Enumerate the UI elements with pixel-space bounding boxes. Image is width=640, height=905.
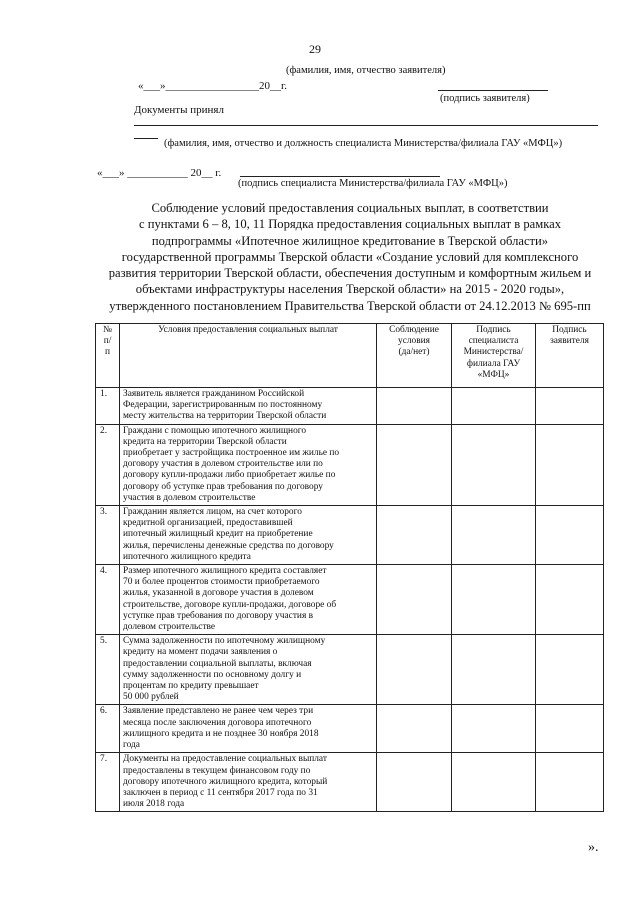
condition-line: кредиту на момент подачи заявления о	[123, 647, 278, 658]
row-condition	[120, 705, 377, 753]
row-condition	[120, 424, 377, 505]
condition-line: строительстве, договоре купли-продажи, договоре об	[123, 599, 337, 610]
heading-line: Соблюдение условий предоставления социальных выплат, в соответствии	[151, 201, 549, 215]
condition-line: месту жительства на территории Тверской области	[123, 411, 327, 422]
header-applicant-line: Подпись	[552, 325, 587, 335]
table-row	[96, 705, 604, 753]
documents-accepted-label: Документы принял	[134, 104, 224, 116]
table-row	[96, 753, 604, 812]
heading-line: утвержденного постановлением Правительства Тверской области от 24.12.2013 № 695-пп	[109, 298, 591, 313]
header-specialist-line: Министерства/	[463, 347, 524, 358]
applicant-signature-cell[interactable]	[536, 635, 604, 705]
specialist-name-line	[134, 125, 598, 126]
applicant-signature-cell[interactable]	[536, 388, 604, 425]
specialist-name-line-short	[134, 138, 158, 139]
heading-line: подпрограммы «Ипотечное жилищное кредитование в Тверской области»	[151, 233, 549, 248]
condition-line: 70 и более процентов стоимости приобретаемого	[123, 577, 320, 588]
condition-line: договору участия в долевом строительстве или по	[123, 459, 323, 470]
row-number: 5.	[96, 635, 120, 705]
compliance-cell[interactable]	[377, 424, 452, 505]
applicant-signature-cell[interactable]	[536, 506, 604, 565]
applicant-signature-line	[438, 90, 548, 91]
applicant-date-line: «___»_________________20__г.	[138, 80, 288, 92]
compliance-cell[interactable]	[377, 506, 452, 565]
table-row	[96, 565, 604, 635]
specialist-date-line: «___» ___________ 20__ г.	[97, 167, 222, 179]
condition-line: года	[123, 740, 140, 751]
condition-line: процентам по кредиту превышает	[123, 681, 259, 692]
compliance-cell[interactable]	[377, 388, 452, 425]
header-compliance-line: (да/нет)	[398, 347, 430, 358]
row-condition	[120, 753, 377, 812]
specialist-signature-cell[interactable]	[452, 565, 536, 635]
row-condition	[120, 635, 377, 705]
condition-line: Документы на предоставление социальных выплат	[123, 754, 327, 765]
condition-line: кредитной организацией, предоставившей	[123, 518, 293, 529]
header-compliance	[377, 324, 452, 388]
row-condition	[120, 388, 377, 425]
condition-line: Заявитель является гражданином Российской	[123, 389, 305, 399]
row-number: 1.	[96, 388, 120, 425]
condition-line: приобретает у застройщика построенное им жилье по	[123, 448, 340, 459]
condition-line: Граждани с помощью ипотечного жилищного	[123, 425, 307, 436]
compliance-cell[interactable]	[377, 705, 452, 753]
specialist-signature-cell[interactable]	[452, 388, 536, 425]
condition-line: июля 2018 года	[123, 799, 185, 810]
header-applicant-line: заявителя	[550, 336, 589, 347]
heading-line: объектами инфраструктуры населения Тверской области» на 2015 - 2020 годы»,	[135, 282, 565, 297]
condition-line: месяца после заключения договора ипотечного	[123, 717, 312, 728]
applicant-signature-cell[interactable]	[536, 565, 604, 635]
header-num-line: п	[104, 347, 111, 358]
condition-line: договору ипотечного жилищного кредита, который	[123, 776, 328, 787]
compliance-cell[interactable]	[377, 565, 452, 635]
row-number: 2.	[96, 424, 120, 505]
table-row	[96, 388, 604, 425]
header-specialist-signature	[452, 324, 536, 388]
page-number: 29	[309, 42, 321, 56]
row-number: 4.	[96, 565, 120, 635]
condition-line: Гражданин является лицом, на счет которого	[123, 507, 302, 518]
specialist-signature-line	[240, 176, 440, 177]
header-specialist-line: филиала ГАУ	[466, 358, 521, 369]
row-number: 6.	[96, 705, 120, 753]
condition-line: ипотечного жилищного кредита	[123, 551, 251, 562]
header-num-line: п/	[103, 336, 112, 347]
header-specialist-line: Подпись	[476, 325, 511, 335]
condition-line: предоставлены в текущем финансовом году по	[123, 765, 311, 776]
specialist-signature-caption: (подпись специалиста Министерства/филиала ГАУ «МФЦ»)	[238, 178, 508, 189]
condition-line: Федерации, зарегистрированным по постоянному	[123, 400, 323, 411]
condition-line: жилья, указанной в договоре участия в долевом	[123, 588, 314, 599]
specialist-signature-cell[interactable]	[452, 424, 536, 505]
condition-line: жилищного кредита и не позднее 30 ноября 2018	[123, 728, 319, 739]
condition-line: 50 000 рублей	[123, 692, 179, 703]
heading-line: развития территории Тверской области, обеспечения доступным и комфортным жильем и	[108, 266, 592, 281]
condition-line: предоставлении социальной выплаты, включая	[123, 658, 312, 669]
condition-line: кредита на территории Тверской области	[123, 436, 287, 447]
header-condition: Условия предоставления социальных выплат	[120, 324, 377, 388]
closing-quote-mark: ».	[588, 840, 599, 855]
header-num-line: №	[103, 325, 112, 335]
condition-line: сумму задолженности по основному долгу и	[123, 669, 302, 680]
applicant-signature-cell[interactable]	[536, 705, 604, 753]
applicant-signature-cell[interactable]	[536, 753, 604, 812]
table-row	[96, 424, 604, 505]
header-specialist-line: специалиста	[468, 336, 519, 347]
condition-line: ипотечный жилищный кредит на приобретение	[123, 529, 313, 540]
table-row	[96, 506, 604, 565]
row-number: 7.	[96, 753, 120, 812]
specialist-signature-cell[interactable]	[452, 635, 536, 705]
header-applicant-signature	[536, 324, 604, 388]
header-num	[96, 324, 120, 388]
heading-line: государственной программы Тверской области «Создание условий для комплексного	[121, 249, 579, 264]
header-compliance-line: Соблюдение	[389, 325, 439, 335]
specialist-signature-cell[interactable]	[452, 506, 536, 565]
table-row	[96, 635, 604, 705]
specialist-signature-cell[interactable]	[452, 753, 536, 812]
condition-line: долевом строительстве	[123, 622, 216, 633]
applicant-signature-caption: (подпись заявителя)	[440, 93, 530, 104]
header-compliance-line: условия	[398, 336, 430, 347]
condition-line: Размер ипотечного жилищного кредита составляет	[123, 566, 327, 577]
conditions-table	[95, 323, 604, 812]
condition-line: жилья, перечислены денежные средства по договору	[123, 540, 334, 551]
condition-line: договору купли-продажи либо приобретает жилье по	[123, 470, 336, 481]
condition-line: участия в долевом строительстве	[123, 492, 256, 503]
applicant-signature-cell[interactable]	[536, 424, 604, 505]
header-specialist-line: «МФЦ»	[477, 369, 510, 380]
compliance-cell[interactable]	[377, 753, 452, 812]
table-header-row	[96, 324, 604, 388]
applicant-fio-caption: (фамилия, имя, отчество заявителя)	[286, 65, 446, 76]
document-heading	[100, 200, 600, 314]
condition-line: договору об уступке прав требования по договору	[123, 481, 323, 492]
condition-line: Заявление представлено не ранее чем через три	[123, 706, 314, 717]
row-condition	[120, 565, 377, 635]
row-condition	[120, 506, 377, 565]
condition-line: уступке прав требования по договору участия в	[123, 610, 314, 621]
row-number: 3.	[96, 506, 120, 565]
condition-line: заключен в период с 11 сентября 2017 года по 31	[123, 787, 318, 798]
compliance-cell[interactable]	[377, 635, 452, 705]
specialist-signature-cell[interactable]	[452, 705, 536, 753]
condition-line: Сумма задолженности по ипотечному жилищному	[123, 636, 326, 647]
heading-line: с пунктами 6 – 8, 10, 11 Порядка предоставления социальных выплат в рамках	[138, 217, 562, 232]
specialist-caption: (фамилия, имя, отчество и должность специалиста Министерства/филиала ГАУ «МФЦ»)	[164, 138, 563, 149]
